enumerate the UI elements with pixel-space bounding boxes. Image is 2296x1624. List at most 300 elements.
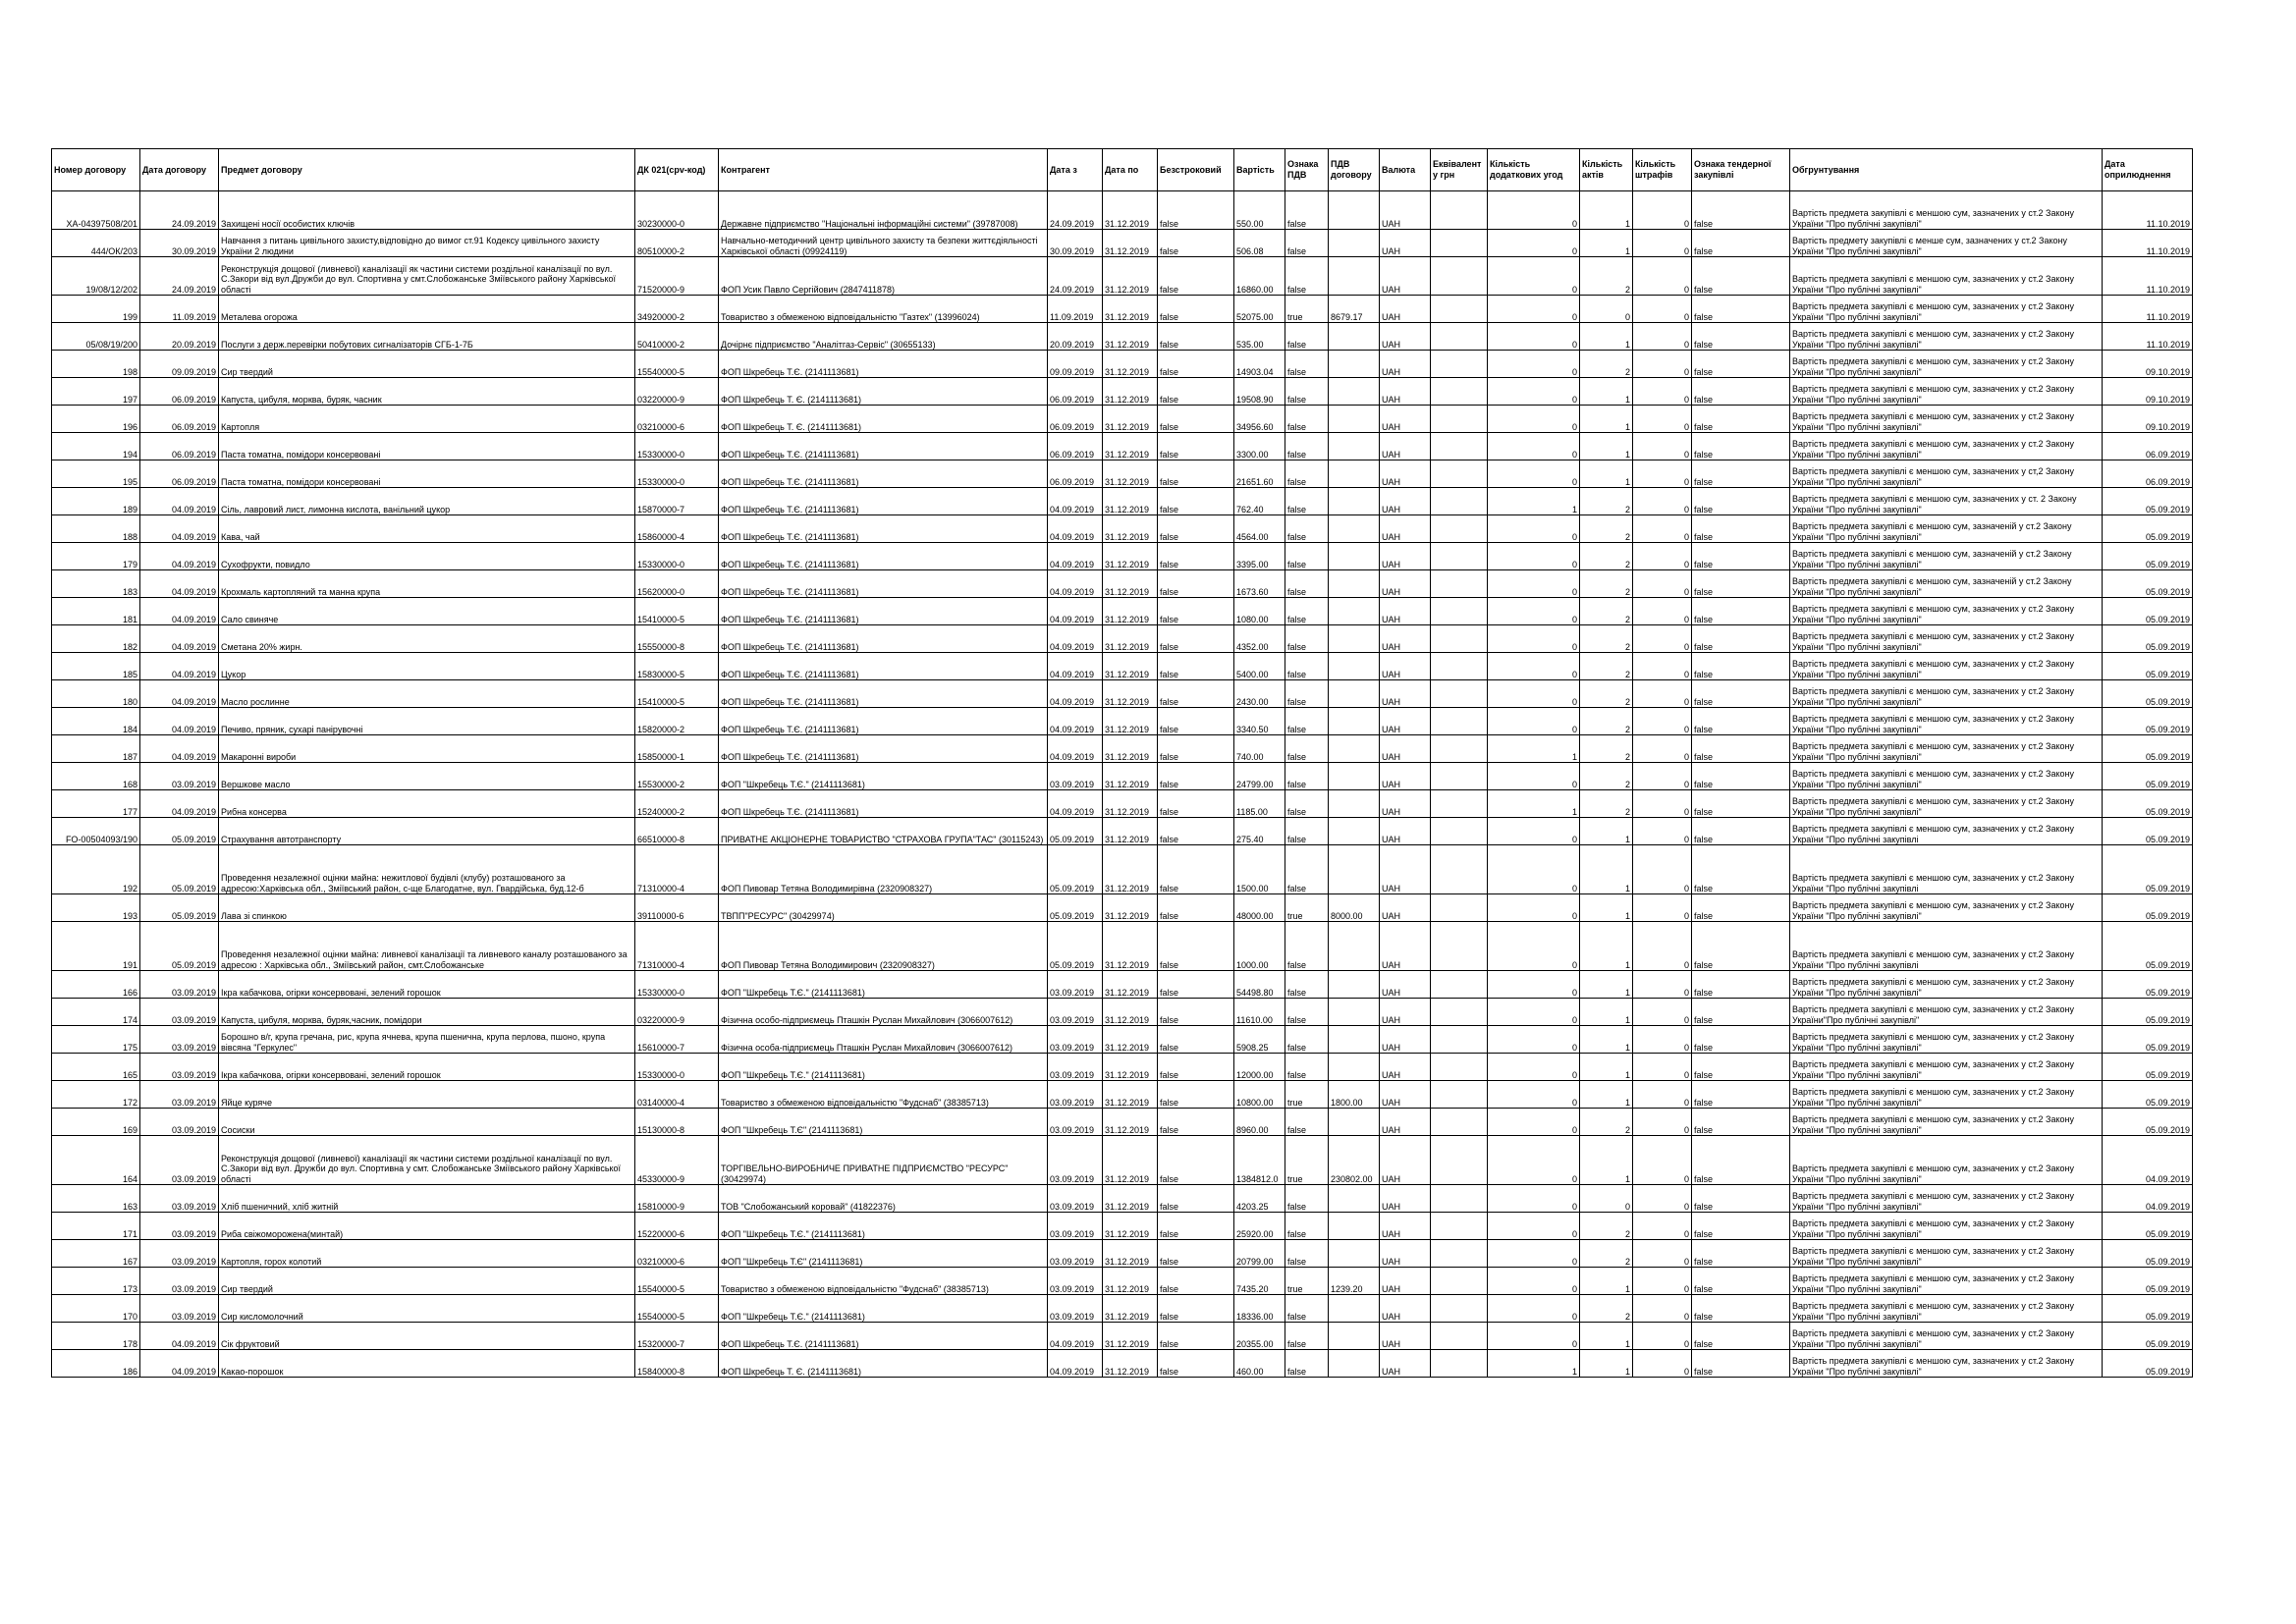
vat-flag-cell: false	[1285, 378, 1329, 406]
cpv-code-cell: 71310000-4	[635, 845, 719, 894]
contract-subject-cell: Кава, чай	[219, 515, 635, 543]
tender-flag-cell: false	[1692, 1185, 1790, 1213]
vat-flag-cell: false	[1285, 1240, 1329, 1268]
additional-agreements-cell: 0	[1488, 1240, 1580, 1268]
fines-count-cell: 0	[1633, 598, 1692, 625]
contractor-cell: ФОП Шкребець Т.Є. (2141113681)	[719, 1323, 1048, 1350]
justification-cell: Вартість предмета закупівлі є меншою сум, зазначених у ст.2 Закону України "Про публічні закупівлі"	[1790, 351, 2103, 378]
vat-amount-cell	[1329, 543, 1380, 570]
cpv-code-cell: 80510000-2	[635, 230, 719, 257]
fines-count-cell: 0	[1633, 378, 1692, 406]
table-row	[52, 543, 2193, 570]
tender-flag-cell: false	[1692, 894, 1790, 922]
contract-date-cell: 05.09.2019	[140, 922, 219, 971]
vat-flag-cell: false	[1285, 460, 1329, 488]
contractor-cell: ФОП Шкребець Т.Є. (2141113681)	[719, 570, 1048, 598]
indefinite-flag-cell: false	[1158, 460, 1234, 488]
column-header: Еквівалент у грн	[1431, 149, 1488, 191]
additional-agreements-cell: 0	[1488, 257, 1580, 296]
table-row	[52, 845, 2193, 894]
vat-flag-cell: false	[1285, 191, 1329, 230]
tender-flag-cell: false	[1692, 763, 1790, 790]
contract-date-cell: 04.09.2019	[140, 515, 219, 543]
cpv-code-cell: 15540000-5	[635, 351, 719, 378]
acts-count-cell: 1	[1580, 230, 1633, 257]
publication-date-cell: 05.09.2019	[2103, 1295, 2193, 1323]
justification-cell: Вартість предмета закупівлі є меншою сум, зазначених у ст.2 Закону України "Про публічні закупівлі"	[1790, 735, 2103, 763]
contract-date-cell: 06.09.2019	[140, 406, 219, 433]
tender-flag-cell: false	[1692, 1081, 1790, 1109]
contract-number-cell: ХА-04397508/201	[52, 191, 140, 230]
vat-amount-cell	[1329, 433, 1380, 460]
contractor-cell: ФОП "Шкребець Т.Є." (2141113681)	[719, 763, 1048, 790]
vat-flag-cell: false	[1285, 735, 1329, 763]
date-to-cell: 31.12.2019	[1103, 257, 1158, 296]
indefinite-flag-cell: false	[1158, 230, 1234, 257]
indefinite-flag-cell: false	[1158, 378, 1234, 406]
contract-number-cell: 167	[52, 1240, 140, 1268]
vat-amount-cell	[1329, 191, 1380, 230]
contract-number-cell: 193	[52, 894, 140, 922]
date-from-cell: 03.09.2019	[1048, 1026, 1103, 1054]
cost-cell: 4352.00	[1234, 625, 1285, 653]
cpv-code-cell: 15410000-5	[635, 598, 719, 625]
vat-flag-cell: false	[1285, 406, 1329, 433]
tender-flag-cell: false	[1692, 257, 1790, 296]
currency-cell: UAH	[1380, 406, 1431, 433]
vat-flag-cell: false	[1285, 515, 1329, 543]
table-row	[52, 1213, 2193, 1240]
currency-cell: UAH	[1380, 488, 1431, 515]
fines-count-cell: 0	[1633, 708, 1692, 735]
contract-number-cell: 183	[52, 570, 140, 598]
vat-flag-cell: false	[1285, 543, 1329, 570]
additional-agreements-cell: 1	[1488, 790, 1580, 818]
date-from-cell: 06.09.2019	[1048, 433, 1103, 460]
contract-subject-cell: Сало свиняче	[219, 598, 635, 625]
additional-agreements-cell: 0	[1488, 680, 1580, 708]
contract-number-cell: 164	[52, 1136, 140, 1185]
acts-count-cell: 0	[1580, 1185, 1633, 1213]
fines-count-cell: 0	[1633, 818, 1692, 845]
acts-count-cell: 1	[1580, 323, 1633, 351]
uah-equivalent-cell	[1431, 680, 1488, 708]
fines-count-cell: 0	[1633, 999, 1692, 1026]
cost-cell: 25920.00	[1234, 1213, 1285, 1240]
vat-flag-cell: false	[1285, 257, 1329, 296]
contract-subject-cell: Макаронні вироби	[219, 735, 635, 763]
date-from-cell: 03.09.2019	[1048, 1109, 1103, 1136]
fines-count-cell: 0	[1633, 894, 1692, 922]
acts-count-cell: 1	[1580, 971, 1633, 999]
vat-flag-cell: false	[1285, 433, 1329, 460]
contract-subject-cell: Сухофрукти, повидло	[219, 543, 635, 570]
cpv-code-cell: 03220000-9	[635, 378, 719, 406]
contract-subject-cell: Хліб пшеничний, хліб житній	[219, 1185, 635, 1213]
tender-flag-cell: false	[1692, 818, 1790, 845]
contract-number-cell: 187	[52, 735, 140, 763]
cost-cell: 21651.60	[1234, 460, 1285, 488]
tender-flag-cell: false	[1692, 598, 1790, 625]
vat-flag-cell: false	[1285, 790, 1329, 818]
fines-count-cell: 0	[1633, 1136, 1692, 1185]
contract-number-cell: 180	[52, 680, 140, 708]
currency-cell: UAH	[1380, 543, 1431, 570]
contract-number-cell: 191	[52, 922, 140, 971]
indefinite-flag-cell: false	[1158, 708, 1234, 735]
contract-date-cell: 03.09.2019	[140, 1185, 219, 1213]
cost-cell: 20799.00	[1234, 1240, 1285, 1268]
contract-date-cell: 24.09.2019	[140, 257, 219, 296]
publication-date-cell: 05.09.2019	[2103, 1240, 2193, 1268]
currency-cell: UAH	[1380, 323, 1431, 351]
fines-count-cell: 0	[1633, 351, 1692, 378]
indefinite-flag-cell: false	[1158, 1213, 1234, 1240]
vat-amount-cell	[1329, 257, 1380, 296]
date-to-cell: 31.12.2019	[1103, 1185, 1158, 1213]
justification-cell: Вартість предмета закупівлі є меншою сум, зазначених у ст.2 Закону України "Про публічні закупівлі"	[1790, 1026, 2103, 1054]
table-row	[52, 1081, 2193, 1109]
vat-flag-cell: false	[1285, 763, 1329, 790]
acts-count-cell: 1	[1580, 1350, 1633, 1378]
currency-cell: UAH	[1380, 625, 1431, 653]
justification-cell: Вартість предмета закупівлі є меншою сум, зазначених у ст.2 Закону України "Про публічні закупівлі"	[1790, 1295, 2103, 1323]
contract-subject-cell: Сік фруктовий	[219, 1323, 635, 1350]
uah-equivalent-cell	[1431, 971, 1488, 999]
table-row	[52, 570, 2193, 598]
additional-agreements-cell: 0	[1488, 625, 1580, 653]
tender-flag-cell: false	[1692, 1240, 1790, 1268]
publication-date-cell: 05.09.2019	[2103, 763, 2193, 790]
indefinite-flag-cell: false	[1158, 1136, 1234, 1185]
cpv-code-cell: 15830000-5	[635, 653, 719, 680]
column-header: ДК 021(cpv-код)	[635, 149, 719, 191]
vat-flag-cell: false	[1285, 1054, 1329, 1081]
contract-date-cell: 04.09.2019	[140, 1323, 219, 1350]
vat-flag-cell: true	[1285, 1268, 1329, 1295]
table-row	[52, 708, 2193, 735]
table-row	[52, 1054, 2193, 1081]
publication-date-cell: 11.10.2019	[2103, 191, 2193, 230]
indefinite-flag-cell: false	[1158, 406, 1234, 433]
date-to-cell: 31.12.2019	[1103, 460, 1158, 488]
currency-cell: UAH	[1380, 1081, 1431, 1109]
acts-count-cell: 1	[1580, 1268, 1633, 1295]
vat-amount-cell: 230802.00	[1329, 1136, 1380, 1185]
contract-subject-cell: Сіль, лавровий лист, лимонна кислота, ванільний цукор	[219, 488, 635, 515]
justification-cell: Вартість предмета закупівлі є меншою сум, зазначених у ст. 2 Закону України "Про публічні закупівлі"	[1790, 488, 2103, 515]
additional-agreements-cell: 0	[1488, 1026, 1580, 1054]
tender-flag-cell: false	[1692, 515, 1790, 543]
contractor-cell: Товариство з обмеженою відповідальністю "Газтех" (13996024)	[719, 296, 1048, 323]
uah-equivalent-cell	[1431, 1081, 1488, 1109]
table-row	[52, 1268, 2193, 1295]
uah-equivalent-cell	[1431, 790, 1488, 818]
contractor-cell: ФОП Шкребець Т.Є. (2141113681)	[719, 653, 1048, 680]
cpv-code-cell: 15530000-2	[635, 763, 719, 790]
vat-amount-cell: 1800.00	[1329, 1081, 1380, 1109]
table-row	[52, 625, 2193, 653]
indefinite-flag-cell: false	[1158, 653, 1234, 680]
contract-subject-cell: Реконструкція дощової (ливневої) каналізації як частини системи роздільної каналізації по вул. С.Закори від вул.Дружби до вул. Спортивна у смт.Слобожанське Зміївського району Харківської області	[219, 257, 635, 296]
publication-date-cell: 05.09.2019	[2103, 922, 2193, 971]
cost-cell: 24799.00	[1234, 763, 1285, 790]
contract-subject-cell: Рибна консерва	[219, 790, 635, 818]
vat-flag-cell: false	[1285, 1350, 1329, 1378]
contract-number-cell: 185	[52, 653, 140, 680]
currency-cell: UAH	[1380, 296, 1431, 323]
cpv-code-cell: 71310000-4	[635, 922, 719, 971]
acts-count-cell: 1	[1580, 460, 1633, 488]
contract-subject-cell: Печиво, пряник, сухарі панірувочні	[219, 708, 635, 735]
cpv-code-cell: 03220000-9	[635, 999, 719, 1026]
contract-date-cell: 04.09.2019	[140, 653, 219, 680]
contractor-cell: ТОРГІВЕЛЬНО-ВИРОБНИЧЕ ПРИВАТНЕ ПІДПРИЄМСТВО "РЕСУРС" (30429974)	[719, 1136, 1048, 1185]
cpv-code-cell: 03140000-4	[635, 1081, 719, 1109]
cost-cell: 5908.25	[1234, 1026, 1285, 1054]
date-to-cell: 31.12.2019	[1103, 543, 1158, 570]
currency-cell: UAH	[1380, 1136, 1431, 1185]
contract-number-cell: 196	[52, 406, 140, 433]
tender-flag-cell: false	[1692, 543, 1790, 570]
contract-number-cell: 195	[52, 460, 140, 488]
additional-agreements-cell: 0	[1488, 406, 1580, 433]
contract-date-cell: 03.09.2019	[140, 999, 219, 1026]
fines-count-cell: 0	[1633, 433, 1692, 460]
additional-agreements-cell: 0	[1488, 894, 1580, 922]
cost-cell: 1500.00	[1234, 845, 1285, 894]
date-from-cell: 04.09.2019	[1048, 598, 1103, 625]
vat-flag-cell: false	[1285, 680, 1329, 708]
currency-cell: UAH	[1380, 790, 1431, 818]
contract-date-cell: 03.09.2019	[140, 1109, 219, 1136]
cpv-code-cell: 15540000-5	[635, 1295, 719, 1323]
justification-cell: Вартість предмета закупівлі є меншою сум, зазначених у ст.2 Закону України "Про публічні закупівлі"	[1790, 1240, 2103, 1268]
contract-date-cell: 04.09.2019	[140, 625, 219, 653]
contractor-cell: ФОП "Шкребець Т.Є." (2141113681)	[719, 971, 1048, 999]
additional-agreements-cell: 0	[1488, 1136, 1580, 1185]
contractor-cell: ФОП Пивовар Тетяна Володимирівна (2320908327)	[719, 845, 1048, 894]
date-from-cell: 30.09.2019	[1048, 230, 1103, 257]
cpv-code-cell: 45330000-9	[635, 1136, 719, 1185]
date-from-cell: 04.09.2019	[1048, 653, 1103, 680]
contractor-cell: Фізична особа-підприємець Пташкін Руслан Михайлович (3066007612)	[719, 1026, 1048, 1054]
column-header: Предмет договору	[219, 149, 635, 191]
publication-date-cell: 05.09.2019	[2103, 1213, 2193, 1240]
fines-count-cell: 0	[1633, 735, 1692, 763]
cost-cell: 3340.50	[1234, 708, 1285, 735]
uah-equivalent-cell	[1431, 922, 1488, 971]
vat-amount-cell	[1329, 1295, 1380, 1323]
contract-date-cell: 04.09.2019	[140, 543, 219, 570]
contractor-cell: ФОП "Шкребець Т.Є." (2141113681)	[719, 1295, 1048, 1323]
additional-agreements-cell: 0	[1488, 543, 1580, 570]
date-from-cell: 03.09.2019	[1048, 1054, 1103, 1081]
vat-flag-cell: false	[1285, 570, 1329, 598]
publication-date-cell: 05.09.2019	[2103, 570, 2193, 598]
cost-cell: 19508.90	[1234, 378, 1285, 406]
date-to-cell: 31.12.2019	[1103, 680, 1158, 708]
contract-number-cell: 165	[52, 1054, 140, 1081]
justification-cell: Вартість предмета закупівлі є меншою сум, зазначених у ст.2 Закону України "Про публічні закупівлі"	[1790, 971, 2103, 999]
cost-cell: 10800.00	[1234, 1081, 1285, 1109]
date-from-cell: 24.09.2019	[1048, 191, 1103, 230]
table-row	[52, 1026, 2193, 1054]
publication-date-cell: 04.09.2019	[2103, 1136, 2193, 1185]
date-to-cell: 31.12.2019	[1103, 653, 1158, 680]
indefinite-flag-cell: false	[1158, 922, 1234, 971]
contract-subject-cell: Проведення незалежної оцінки майна: ливневої каналізації та ливневого каналу розташованого за адресою : Харківська обл., Зміївський район, смт.Слобожанське	[219, 922, 635, 971]
column-header: Кількість додаткових угод	[1488, 149, 1580, 191]
contract-date-cell: 24.09.2019	[140, 191, 219, 230]
currency-cell: UAH	[1380, 1350, 1431, 1378]
cpv-code-cell: 34920000-2	[635, 296, 719, 323]
date-from-cell: 03.09.2019	[1048, 1268, 1103, 1295]
acts-count-cell: 1	[1580, 433, 1633, 460]
contracts-table	[51, 148, 2193, 1378]
contract-number-cell: 173	[52, 1268, 140, 1295]
uah-equivalent-cell	[1431, 1240, 1488, 1268]
contract-date-cell: 03.09.2019	[140, 763, 219, 790]
uah-equivalent-cell	[1431, 191, 1488, 230]
header-row	[52, 149, 2193, 191]
currency-cell: UAH	[1380, 999, 1431, 1026]
justification-cell: Вартість предмета закупівлі є меншою сум, зазначених у ст.2 Закону України "Про публічні закупівлі"	[1790, 323, 2103, 351]
column-header: Дата по	[1103, 149, 1158, 191]
indefinite-flag-cell: false	[1158, 1026, 1234, 1054]
cost-cell: 1384812.0	[1234, 1136, 1285, 1185]
date-to-cell: 31.12.2019	[1103, 351, 1158, 378]
date-from-cell: 04.09.2019	[1048, 790, 1103, 818]
tender-flag-cell: false	[1692, 653, 1790, 680]
column-header: Контрагент	[719, 149, 1048, 191]
currency-cell: UAH	[1380, 1240, 1431, 1268]
indefinite-flag-cell: false	[1158, 1268, 1234, 1295]
tender-flag-cell: false	[1692, 999, 1790, 1026]
additional-agreements-cell: 0	[1488, 1054, 1580, 1081]
publication-date-cell: 09.10.2019	[2103, 406, 2193, 433]
publication-date-cell: 05.09.2019	[2103, 845, 2193, 894]
date-from-cell: 24.09.2019	[1048, 257, 1103, 296]
contractor-cell: ТВПП"РЕСУРС" (30429974)	[719, 894, 1048, 922]
tender-flag-cell: false	[1692, 1136, 1790, 1185]
tender-flag-cell: false	[1692, 488, 1790, 515]
indefinite-flag-cell: false	[1158, 543, 1234, 570]
publication-date-cell: 05.09.2019	[2103, 598, 2193, 625]
acts-count-cell: 1	[1580, 999, 1633, 1026]
cost-cell: 275.40	[1234, 818, 1285, 845]
table-row	[52, 1240, 2193, 1268]
indefinite-flag-cell: false	[1158, 323, 1234, 351]
contract-subject-cell: Вершкове масло	[219, 763, 635, 790]
tender-flag-cell: false	[1692, 460, 1790, 488]
cost-cell: 48000.00	[1234, 894, 1285, 922]
fines-count-cell: 0	[1633, 323, 1692, 351]
justification-cell: Вартість предмета закупівлі є меншою сум, зазначених у ст.2 Закону України "Про публічні закупівлі"	[1790, 433, 2103, 460]
table-row	[52, 323, 2193, 351]
date-to-cell: 31.12.2019	[1103, 515, 1158, 543]
vat-amount-cell	[1329, 680, 1380, 708]
date-from-cell: 03.09.2019	[1048, 1185, 1103, 1213]
indefinite-flag-cell: false	[1158, 1109, 1234, 1136]
additional-agreements-cell: 0	[1488, 1323, 1580, 1350]
contract-subject-cell: Крохмаль картопляний та манна крупа	[219, 570, 635, 598]
contract-subject-cell: Паста томатна, помідори консервовані	[219, 433, 635, 460]
currency-cell: UAH	[1380, 1268, 1431, 1295]
date-to-cell: 31.12.2019	[1103, 1240, 1158, 1268]
contract-date-cell: 04.09.2019	[140, 708, 219, 735]
currency-cell: UAH	[1380, 433, 1431, 460]
indefinite-flag-cell: false	[1158, 1240, 1234, 1268]
vat-amount-cell: 8000.00	[1329, 894, 1380, 922]
fines-count-cell: 0	[1633, 625, 1692, 653]
indefinite-flag-cell: false	[1158, 570, 1234, 598]
table-row	[52, 894, 2193, 922]
contractor-cell: ФОП Шкребець Т.Є. (2141113681)	[719, 598, 1048, 625]
contract-number-cell: 19/08/12/202	[52, 257, 140, 296]
date-to-cell: 31.12.2019	[1103, 1054, 1158, 1081]
contractor-cell: ФОП Шкребець Т.Є. (2141113681)	[719, 460, 1048, 488]
cpv-code-cell: 03210000-6	[635, 406, 719, 433]
vat-amount-cell	[1329, 598, 1380, 625]
contract-number-cell: 05/08/19/200	[52, 323, 140, 351]
publication-date-cell: 05.09.2019	[2103, 1268, 2193, 1295]
additional-agreements-cell: 0	[1488, 323, 1580, 351]
date-to-cell: 31.12.2019	[1103, 818, 1158, 845]
vat-amount-cell	[1329, 1240, 1380, 1268]
contracts-sheet	[51, 148, 2193, 1378]
uah-equivalent-cell	[1431, 708, 1488, 735]
contract-subject-cell: Реконструкція дощової (ливневої) каналізації як частини системи роздільної каналізації по вул. С.Закори від вул. Дружби до вул. Спортивна у смт. Слобожанське Зміївського району Харківської області	[219, 1136, 635, 1185]
vat-amount-cell	[1329, 1054, 1380, 1081]
contractor-cell: ПРИВАТНЕ АКЦІОНЕРНЕ ТОВАРИСТВО "СТРАХОВА ГРУПА"ТАС" (30115243)	[719, 818, 1048, 845]
table-row	[52, 1323, 2193, 1350]
contract-subject-cell: Послуги з держ.перевірки побутових сигналізаторів СГБ-1-7Б	[219, 323, 635, 351]
table-row	[52, 191, 2193, 230]
additional-agreements-cell: 1	[1488, 1350, 1580, 1378]
uah-equivalent-cell	[1431, 653, 1488, 680]
contractor-cell: ФОП Пивовар Тетяна Володимирович (2320908327)	[719, 922, 1048, 971]
uah-equivalent-cell	[1431, 460, 1488, 488]
additional-agreements-cell: 0	[1488, 598, 1580, 625]
additional-agreements-cell: 0	[1488, 191, 1580, 230]
acts-count-cell: 2	[1580, 1213, 1633, 1240]
justification-cell: Вартість предмета закупівлі є меншою сум, зазначених у ст.2 Закону України "Про публічні закупівлі	[1790, 845, 2103, 894]
contract-number-cell: 178	[52, 1323, 140, 1350]
uah-equivalent-cell	[1431, 1136, 1488, 1185]
vat-amount-cell	[1329, 735, 1380, 763]
acts-count-cell: 1	[1580, 1081, 1633, 1109]
cost-cell: 4203.25	[1234, 1185, 1285, 1213]
contract-number-cell: 184	[52, 708, 140, 735]
contractor-cell: ФОП Шкребець Т.Є. (2141113681)	[719, 735, 1048, 763]
justification-cell: Вартість предмета закупівлі є меншою сум, зазначених у ст.2 Закону України "Про публічні закупівлі"	[1790, 894, 2103, 922]
contract-number-cell: 189	[52, 488, 140, 515]
tender-flag-cell: false	[1692, 708, 1790, 735]
table-row	[52, 257, 2193, 296]
uah-equivalent-cell	[1431, 1323, 1488, 1350]
table-row	[52, 296, 2193, 323]
table-row	[52, 378, 2193, 406]
contract-date-cell: 04.09.2019	[140, 488, 219, 515]
cost-cell: 1673.60	[1234, 570, 1285, 598]
justification-cell: Вартість предмета закупівлі є меншою сум, зазначених у ст.2 Закону України "Про публічні закупівлі"	[1790, 1323, 2103, 1350]
cost-cell: 16860.00	[1234, 257, 1285, 296]
cost-cell: 14903.04	[1234, 351, 1285, 378]
vat-flag-cell: false	[1285, 351, 1329, 378]
fines-count-cell: 0	[1633, 1109, 1692, 1136]
table-row	[52, 351, 2193, 378]
